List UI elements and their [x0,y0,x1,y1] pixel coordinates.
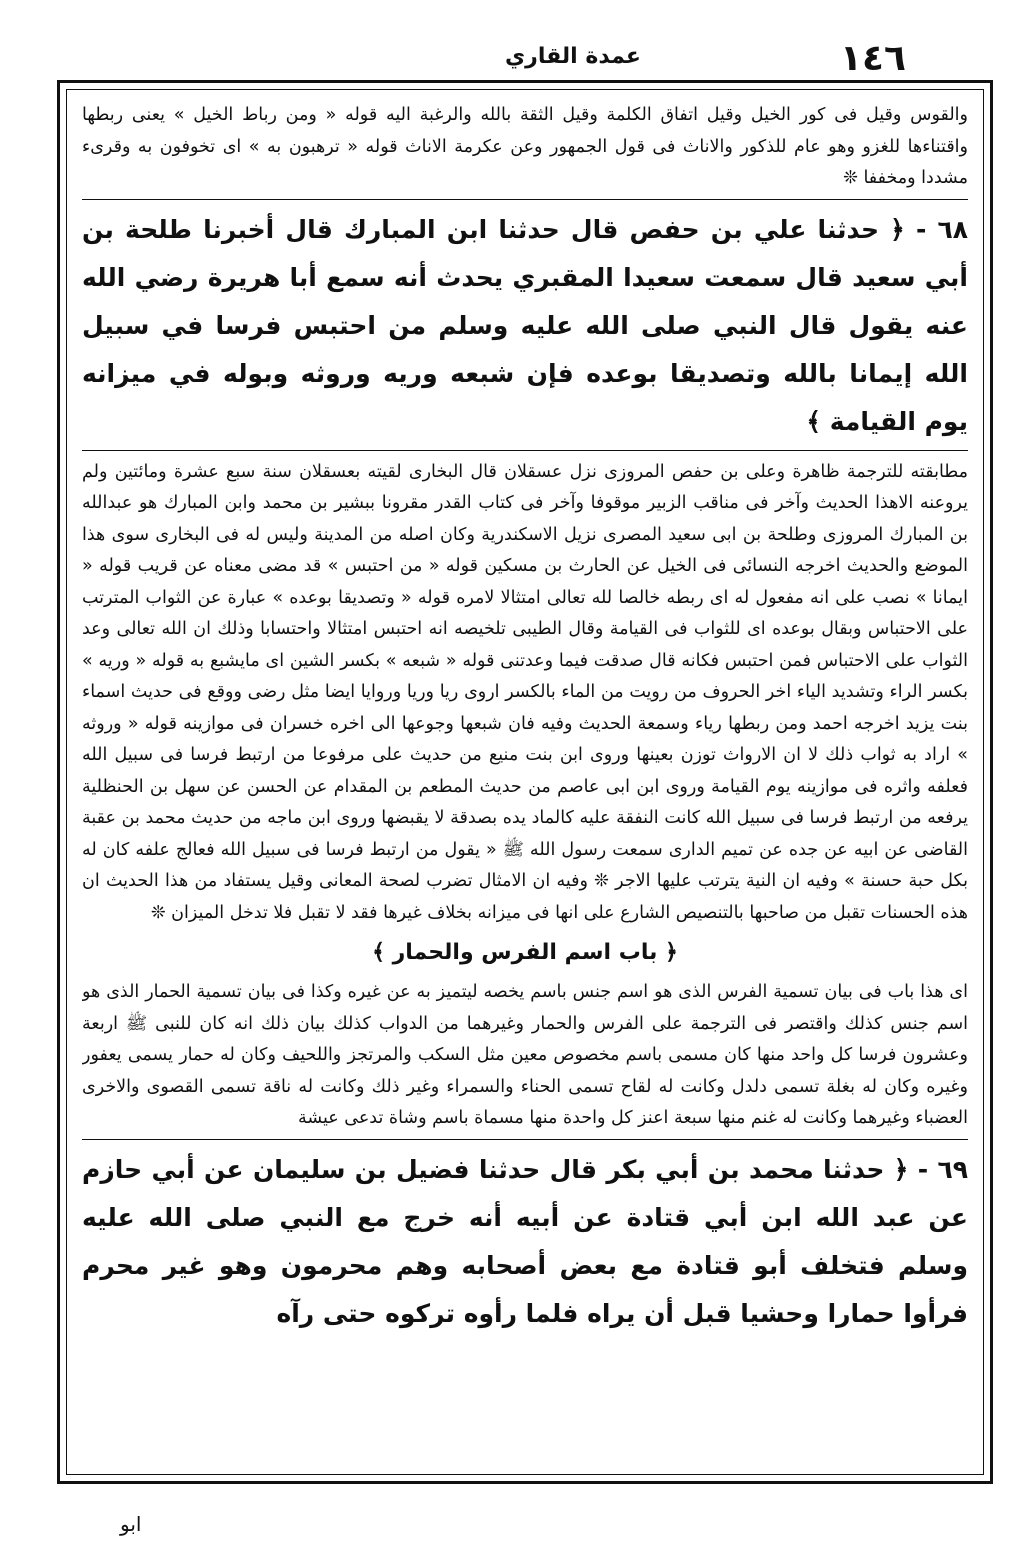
text-body [82,100,968,1470]
commentary-paragraph: مطابقته للترجمة ظاهرة وعلى بن حفص المروزى نزل عسقلان قال البخارى لقيته بعسقلان سنة سبع عشرة ومائتين ولم يروعنه الاهذا الحديث وآخر فى مناقب الزبير موقوفا وآخر فى كتاب القدر مقرونا ببشير بن محمد وابن المبارك هو عبدالله بن المبارك المروزى وطلحة بن ابى سعيد المصرى نزيل الاسكندرية وكان اصله من المدينة وليس له فى البخارى سوى هذا الموضع والحديث اخرجه النسائى فى الخيل عن الحارث بن مسكين قوله « من احتبس » قد مضى معناه عن قريب قوله « ايمانا » نصب على انه مفعول له اى ربطه خالصا لله تعالى امتثالا لامره قوله « وتصديقا بوعده » عبارة عن الثواب المترتب على الاحتباس وبقال بوعده اى للثواب فى القيامة وقال الطيبى تلخيصه انه احتبس امتثالا واحتسابا وذلك ان الله تعالى وعد الثواب على الاحتباس فمن احتبس فكانه قال صدقت فيما وعدتنى قوله « شبعه » بكسر الشين اى مايشبع به قوله « وريه » بكسر الراء وتشديد الياء اخر الحروف من رويت من الماء بالكسر اروى ريا وريا وروايا ايضا مثل رضى ووقع فى حديث اسماء بنت يزيد اخرجه احمد ومن ربطها رياء وسمعة الحديث وفيه فان شبعها وجوعها الى اخره خسران فى موازينه قوله « وروثه » اراد به ثواب ذلك لا ان الارواث توزن بعينها وروى ابن بنت منيع من حديث على مرفوعا من ارتبط فرسا فى سبيل الله فعلفه واثره فى موازينه يوم القيامة وروى ابن ابى عاصم من حديث المطعم بن المقدام عن الحسن عن سهل بن الحنظلية يرفعه من ارتبط فرسا فى سبيل الله كانت النفقة عليه كالماد يده بصدقة لا يقبضها وروى ابن ماجه من حديث محمد بن عقبة القاضى عن ابيه عن جده عن تميم الدارى سمعت رسول الله ﷺ « يقول من ارتبط فرسا فى سبيل الله فعالج علفه كان له بكل حبة حسنة » وفيه ان النية يترتب عليها الاجر ❊ وفيه ان الامثال تضرب لصحة المعانى وقيل يستفاد من هذا الحديث ان هذه الحسنات تقبل من صاحبها بالتنصيص الشارع على انها فى ميزانه بخلاف غيرها فقد لا تقبل فلا تدخل الميزان ❊ [82,461,968,923]
divider [82,199,968,200]
commentary-paragraph: اى هذا باب فى بيان تسمية الفرس الذى هو اسم جنس باسم يخصه ليتميز به عن غيره وكذا فى بيان تسمية الحمار الذى هو اسم جنس كذلك واقتصر فى الترجمة على الفرس والحمار وغيرهما من الدواب كذلك بيان ذلك انه كان للنبى ﷺ اربعة وعشرون فرسا كل واحد منها كان مسمى باسم مخصوص معين مثل السكب والمرتجز واللحيف وكان له حمار يسمى يعفور وغيره وكان له بغلة تسمى دلدل وكانت له لقاح تسمى الحناء والسمراء وغير ذلك وكانت له ناقة تسمى القصوى والاخرى العضباء وغيرهما وكانت له غنم منها سبعة اعنز كل واحدة منها مسماة باسم وشاة تدعى عيشة [82,982,968,1128]
page-number: ١٤٦ [840,38,906,79]
catchword: ابو [120,1512,142,1536]
running-title: عمدة القاري [505,44,641,69]
chapter-heading: ﴿ باب اسم الفرس والحمار ﴾ [372,940,678,965]
hadith-68: ٦٨ - ﴿ حدثنا علي بن حفص قال حدثنا ابن المبارك قال أخبرنا طلحة بن أبي سعيد قال سمعت سعيدا المقبري يحدث أنه سمع أبا هريرة رضي الله عنه يقول قال النبي صلى الله عليه وسلم من احتبس فرسا في سبيل الله إيمانا بالله وتصديقا بوعده فإن شبعه وريه وروثه وبوله في ميزانه يوم القيامة ﴾ [82,214,968,436]
page-header [60,38,960,82]
divider [82,1139,968,1140]
hadith-69: ٦٩ - ﴿ حدثنا محمد بن أبي بكر قال حدثنا فضيل بن سليمان عن أبي حازم عن عبد الله ابن أبي قتادة عن أبيه أنه خرج مع النبي صلى الله عليه وسلم فتخلف أبو قتادة مع بعض أصحابه وهم محرمون وهو غير محرم فرأوا حمارا وحشيا قبل أن يراه فلما رأوه تركوه حتى رآه [82,1154,968,1328]
commentary-paragraph: والقوس وقيل فى كور الخيل وقيل اتفاق الكلمة وقيل الثقة بالله والرغبة اليه قوله « ومن رباط الخيل » يعنى ربطها واقتناءها للغزو وهو عام للذكور والاناث فى قول الجمهور وعن عكرمة الاناث قوله « ترهبون به » اى تخوفون به وقرىء مشددا ومخففا ❊ [82,105,968,188]
divider [82,450,968,451]
